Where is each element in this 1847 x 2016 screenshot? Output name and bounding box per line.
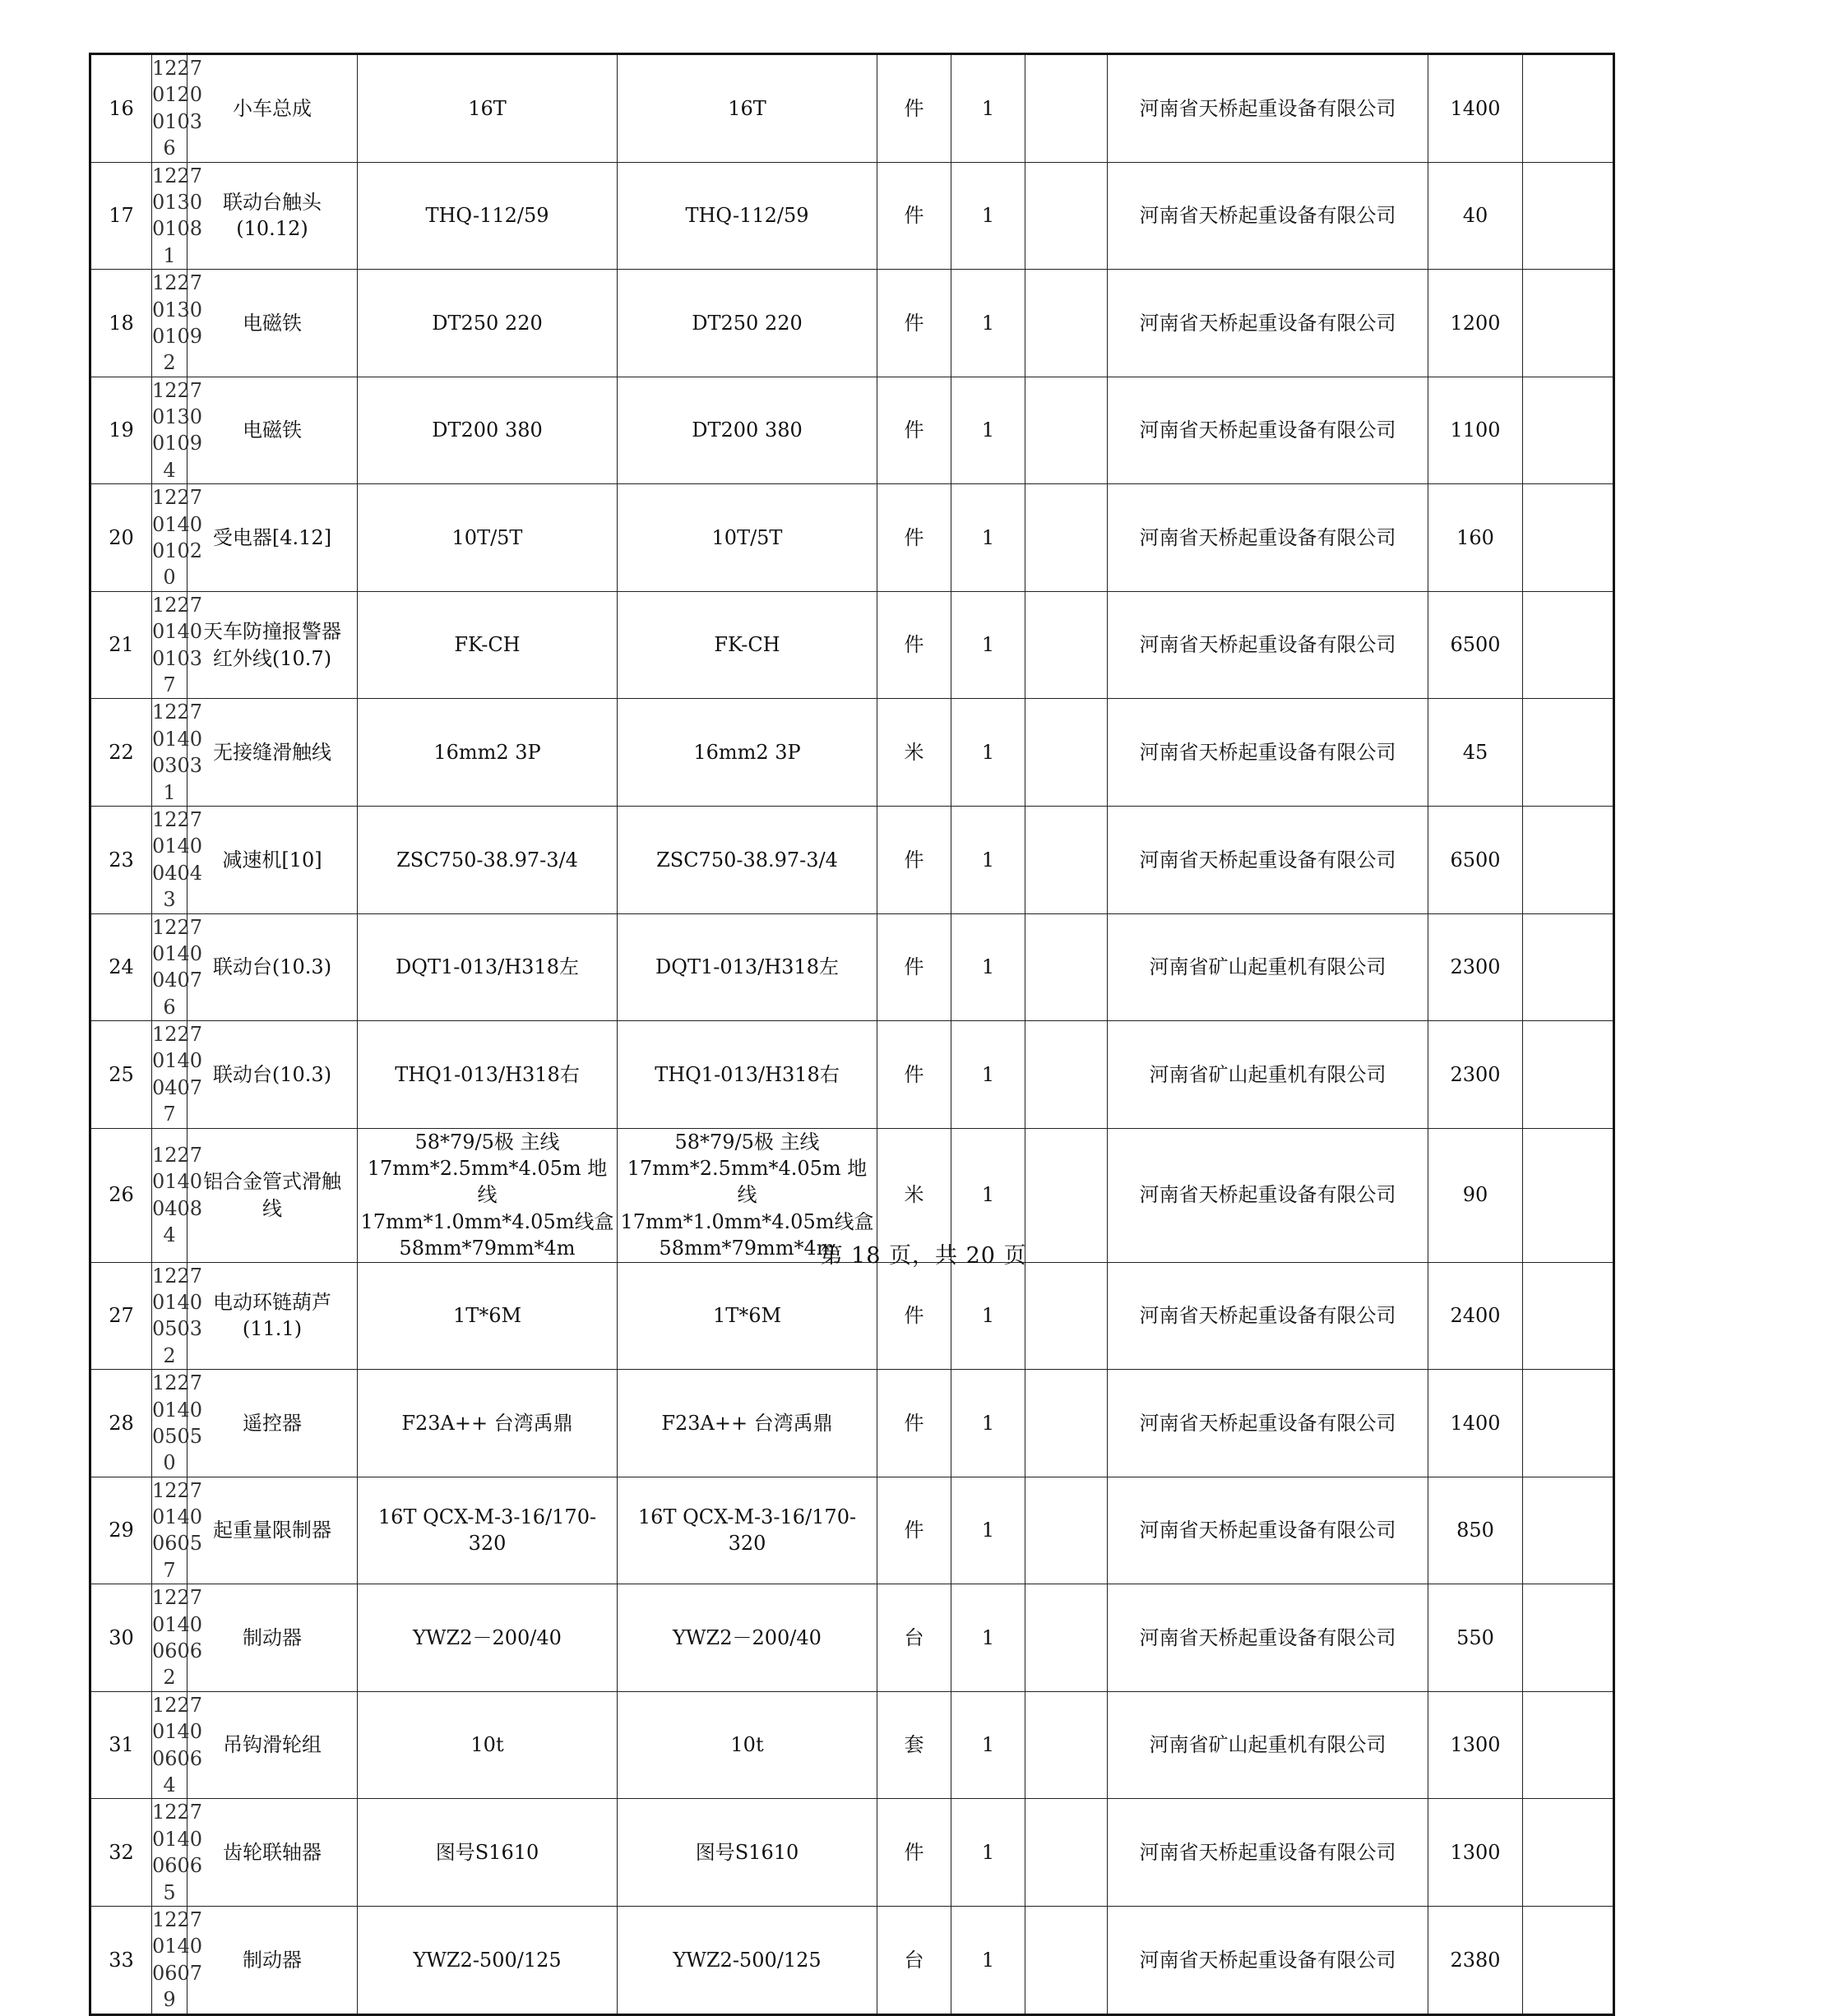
cell-name: 铝合金管式滑触 线 — [187, 1128, 358, 1262]
cell-name: 电磁铁 — [187, 377, 358, 484]
cell-unit: 台 — [877, 1584, 951, 1692]
cell-qty: 1 — [951, 1799, 1025, 1907]
cell-code: 1227 0120 0103 6 — [152, 54, 187, 163]
cell-blank — [1025, 1906, 1108, 2014]
cell-supplier: 河南省天桥起重设备有限公司 — [1108, 1906, 1428, 2014]
cell-supplier: 河南省天桥起重设备有限公司 — [1108, 270, 1428, 377]
cell-spec: ZSC750-38.97-3/4 — [358, 806, 618, 913]
cell-unit: 台 — [877, 1906, 951, 2014]
cell-qty: 1 — [951, 484, 1025, 592]
table-row — [90, 699, 1614, 807]
cell-note — [1523, 699, 1614, 807]
cell-blank — [1025, 1477, 1108, 1584]
table-row — [90, 1799, 1614, 1907]
cell-name: 制动器 — [187, 1906, 358, 2014]
cell-supplier: 河南省天桥起重设备有限公司 — [1108, 806, 1428, 913]
cell-model: THQ1-013/H318右 — [618, 1021, 877, 1129]
cell-note — [1523, 54, 1614, 163]
cell-unit: 件 — [877, 1262, 951, 1370]
cell-model: 10T/5T — [618, 484, 877, 592]
cell-unit: 件 — [877, 270, 951, 377]
cell-qty: 1 — [951, 162, 1025, 270]
cell-qty: 1 — [951, 1584, 1025, 1692]
table-row — [90, 1691, 1614, 1799]
cell-unit: 件 — [877, 162, 951, 270]
cell-name: 联动台(10.3) — [187, 1021, 358, 1129]
cell-blank — [1025, 270, 1108, 377]
cell-blank — [1025, 1584, 1108, 1692]
cell-supplier: 河南省天桥起重设备有限公司 — [1108, 54, 1428, 163]
cell-seq: 18 — [90, 270, 152, 377]
table-row — [90, 591, 1614, 699]
cell-model: DQT1-013/H318左 — [618, 913, 877, 1021]
cell-qty: 1 — [951, 913, 1025, 1021]
cell-seq: 24 — [90, 913, 152, 1021]
cell-model: DT200 380 — [618, 377, 877, 484]
cell-note — [1523, 1370, 1614, 1477]
cell-code: 1227 0140 0102 0 — [152, 484, 187, 592]
cell-seq: 33 — [90, 1906, 152, 2014]
cell-note — [1523, 1262, 1614, 1370]
cell-seq: 25 — [90, 1021, 152, 1129]
cell-note — [1523, 1906, 1614, 2014]
table-row — [90, 913, 1614, 1021]
cell-code: 1227 0140 0407 7 — [152, 1021, 187, 1129]
cell-unit: 件 — [877, 913, 951, 1021]
cell-note — [1523, 806, 1614, 913]
cell-spec: 16T — [358, 54, 618, 163]
cell-code: 1227 0140 0408 4 — [152, 1128, 187, 1262]
table-row — [90, 1906, 1614, 2014]
cell-blank — [1025, 1262, 1108, 1370]
cell-qty: 1 — [951, 591, 1025, 699]
cell-spec: DT250 220 — [358, 270, 618, 377]
cell-spec: DQT1-013/H318左 — [358, 913, 618, 1021]
cell-blank — [1025, 1370, 1108, 1477]
cell-price: 1300 — [1428, 1799, 1523, 1907]
cell-model: 58*79/5极 主线 17mm*2.5mm*4.05m 地线 17mm*1.0mm*4.05m线盒 58mm*79mm*4m — [618, 1128, 877, 1262]
table-row — [90, 162, 1614, 270]
cell-model: F23A++ 台湾禹鼎 — [618, 1370, 877, 1477]
cell-seq: 27 — [90, 1262, 152, 1370]
cell-unit: 件 — [877, 484, 951, 592]
parts-table — [89, 53, 1615, 2016]
cell-unit: 件 — [877, 806, 951, 913]
cell-supplier: 河南省天桥起重设备有限公司 — [1108, 1477, 1428, 1584]
table-row — [90, 1370, 1614, 1477]
cell-seq: 16 — [90, 54, 152, 163]
cell-seq: 31 — [90, 1691, 152, 1799]
cell-unit: 米 — [877, 1128, 951, 1262]
cell-blank — [1025, 54, 1108, 163]
cell-price: 1300 — [1428, 1691, 1523, 1799]
table-row — [90, 1021, 1614, 1129]
cell-seq: 26 — [90, 1128, 152, 1262]
cell-note — [1523, 1584, 1614, 1692]
cell-note — [1523, 913, 1614, 1021]
cell-unit: 件 — [877, 54, 951, 163]
cell-seq: 20 — [90, 484, 152, 592]
cell-model: 16T — [618, 54, 877, 163]
cell-code: 1227 0140 0404 3 — [152, 806, 187, 913]
cell-supplier: 河南省天桥起重设备有限公司 — [1108, 1262, 1428, 1370]
cell-spec: 10T/5T — [358, 484, 618, 592]
cell-supplier: 河南省天桥起重设备有限公司 — [1108, 1128, 1428, 1262]
cell-blank — [1025, 377, 1108, 484]
cell-unit: 件 — [877, 1021, 951, 1129]
cell-qty: 1 — [951, 1128, 1025, 1262]
cell-blank — [1025, 162, 1108, 270]
cell-blank — [1025, 699, 1108, 807]
cell-note — [1523, 1021, 1614, 1129]
cell-supplier: 河南省矿山起重机有限公司 — [1108, 913, 1428, 1021]
cell-blank — [1025, 806, 1108, 913]
cell-qty: 1 — [951, 1370, 1025, 1477]
cell-code: 1227 0140 0606 5 — [152, 1799, 187, 1907]
cell-code: 1227 0140 0607 9 — [152, 1906, 187, 2014]
cell-spec: F23A++ 台湾禹鼎 — [358, 1370, 618, 1477]
cell-note — [1523, 270, 1614, 377]
cell-unit: 米 — [877, 699, 951, 807]
cell-spec: 10t — [358, 1691, 618, 1799]
cell-note — [1523, 1691, 1614, 1799]
cell-supplier: 河南省天桥起重设备有限公司 — [1108, 591, 1428, 699]
cell-code: 1227 0130 0108 1 — [152, 162, 187, 270]
cell-name: 电磁铁 — [187, 270, 358, 377]
cell-seq: 29 — [90, 1477, 152, 1584]
cell-blank — [1025, 484, 1108, 592]
cell-supplier: 河南省天桥起重设备有限公司 — [1108, 699, 1428, 807]
table-body — [90, 54, 1614, 2015]
cell-blank — [1025, 1021, 1108, 1129]
cell-spec: DT200 380 — [358, 377, 618, 484]
cell-spec: 58*79/5极 主线 17mm*2.5mm*4.05m 地线 17mm*1.0mm*4.05m线盒 58mm*79mm*4m — [358, 1128, 618, 1262]
cell-code: 1227 0140 0503 2 — [152, 1262, 187, 1370]
cell-unit: 套 — [877, 1691, 951, 1799]
cell-unit: 件 — [877, 1477, 951, 1584]
cell-price: 45 — [1428, 699, 1523, 807]
cell-seq: 21 — [90, 591, 152, 699]
cell-price: 550 — [1428, 1584, 1523, 1692]
cell-seq: 17 — [90, 162, 152, 270]
cell-price: 2400 — [1428, 1262, 1523, 1370]
cell-code: 1227 0140 0606 2 — [152, 1584, 187, 1692]
cell-supplier: 河南省天桥起重设备有限公司 — [1108, 1799, 1428, 1907]
cell-note — [1523, 484, 1614, 592]
cell-note — [1523, 162, 1614, 270]
table-row — [90, 1262, 1614, 1370]
cell-qty: 1 — [951, 699, 1025, 807]
cell-code: 1227 0130 0109 4 — [152, 377, 187, 484]
cell-price: 850 — [1428, 1477, 1523, 1584]
cell-name: 无接缝滑触线 — [187, 699, 358, 807]
cell-price: 2300 — [1428, 913, 1523, 1021]
cell-qty: 1 — [951, 1021, 1025, 1129]
cell-name: 减速机[10] — [187, 806, 358, 913]
cell-supplier: 河南省天桥起重设备有限公司 — [1108, 162, 1428, 270]
cell-name: 齿轮联轴器 — [187, 1799, 358, 1907]
cell-seq: 30 — [90, 1584, 152, 1692]
cell-note — [1523, 1477, 1614, 1584]
table-row — [90, 1584, 1614, 1692]
cell-model: 图号S1610 — [618, 1799, 877, 1907]
cell-price: 1200 — [1428, 270, 1523, 377]
cell-supplier: 河南省矿山起重机有限公司 — [1108, 1691, 1428, 1799]
cell-qty: 1 — [951, 377, 1025, 484]
cell-supplier: 河南省天桥起重设备有限公司 — [1108, 1584, 1428, 1692]
cell-spec: THQ-112/59 — [358, 162, 618, 270]
cell-unit: 件 — [877, 1799, 951, 1907]
cell-blank — [1025, 1691, 1108, 1799]
cell-price: 40 — [1428, 162, 1523, 270]
cell-name: 起重量限制器 — [187, 1477, 358, 1584]
cell-spec: YWZ2-500/125 — [358, 1906, 618, 2014]
cell-blank — [1025, 1799, 1108, 1907]
cell-model: 16mm2 3P — [618, 699, 877, 807]
cell-code: 1227 0140 0303 1 — [152, 699, 187, 807]
cell-supplier: 河南省矿山起重机有限公司 — [1108, 1021, 1428, 1129]
cell-supplier: 河南省天桥起重设备有限公司 — [1108, 1370, 1428, 1477]
cell-name: 天车防撞报警器 红外线(10.7) — [187, 591, 358, 699]
cell-name: 吊钩滑轮组 — [187, 1691, 358, 1799]
cell-seq: 28 — [90, 1370, 152, 1477]
cell-unit: 件 — [877, 377, 951, 484]
table-row — [90, 377, 1614, 484]
cell-unit: 件 — [877, 1370, 951, 1477]
cell-model: DT250 220 — [618, 270, 877, 377]
cell-seq: 22 — [90, 699, 152, 807]
cell-name: 制动器 — [187, 1584, 358, 1692]
cell-model: 10t — [618, 1691, 877, 1799]
cell-note — [1523, 1799, 1614, 1907]
cell-price: 2380 — [1428, 1906, 1523, 2014]
cell-model: 16T QCX-M-3-16/170- 320 — [618, 1477, 877, 1584]
cell-model: THQ-112/59 — [618, 162, 877, 270]
cell-qty: 1 — [951, 270, 1025, 377]
cell-model: ZSC750-38.97-3/4 — [618, 806, 877, 913]
cell-code: 1227 0140 0505 0 — [152, 1370, 187, 1477]
cell-spec: 16mm2 3P — [358, 699, 618, 807]
table-row — [90, 270, 1614, 377]
cell-blank — [1025, 591, 1108, 699]
cell-seq: 19 — [90, 377, 152, 484]
cell-unit: 件 — [877, 591, 951, 699]
cell-qty: 1 — [951, 54, 1025, 163]
cell-model: YWZ2-500/125 — [618, 1906, 877, 2014]
cell-model: YWZ2－200/40 — [618, 1584, 877, 1692]
cell-name: 受电器[4.12] — [187, 484, 358, 592]
cell-blank — [1025, 913, 1108, 1021]
cell-price: 1400 — [1428, 1370, 1523, 1477]
cell-spec: 16T QCX-M-3-16/170- 320 — [358, 1477, 618, 1584]
cell-spec: 图号S1610 — [358, 1799, 618, 1907]
cell-spec: THQ1-013/H318右 — [358, 1021, 618, 1129]
cell-supplier: 河南省天桥起重设备有限公司 — [1108, 377, 1428, 484]
cell-price: 90 — [1428, 1128, 1523, 1262]
table-row — [90, 806, 1614, 913]
cell-supplier: 河南省天桥起重设备有限公司 — [1108, 484, 1428, 592]
cell-price: 2300 — [1428, 1021, 1523, 1129]
cell-model: FK-CH — [618, 591, 877, 699]
cell-note — [1523, 377, 1614, 484]
cell-note — [1523, 591, 1614, 699]
cell-spec: FK-CH — [358, 591, 618, 699]
cell-qty: 1 — [951, 806, 1025, 913]
cell-seq: 23 — [90, 806, 152, 913]
cell-price: 1400 — [1428, 54, 1523, 163]
cell-code: 1227 0140 0605 7 — [152, 1477, 187, 1584]
cell-price: 1100 — [1428, 377, 1523, 484]
cell-name: 电动环链葫芦 (11.1) — [187, 1262, 358, 1370]
table-row — [90, 484, 1614, 592]
page-footer: 第 18 页，共 20 页 — [820, 1243, 1027, 1269]
table-row — [90, 1477, 1614, 1584]
cell-seq: 32 — [90, 1799, 152, 1907]
cell-price: 6500 — [1428, 591, 1523, 699]
cell-model: 1T*6M — [618, 1262, 877, 1370]
cell-qty: 1 — [951, 1262, 1025, 1370]
table-row — [90, 54, 1614, 163]
cell-qty: 1 — [951, 1691, 1025, 1799]
cell-code: 1227 0130 0109 2 — [152, 270, 187, 377]
cell-name: 联动台触头 (10.12) — [187, 162, 358, 270]
cell-code: 1227 0140 0103 7 — [152, 591, 187, 699]
cell-name: 遥控器 — [187, 1370, 358, 1477]
cell-price: 6500 — [1428, 806, 1523, 913]
cell-name: 联动台(10.3) — [187, 913, 358, 1021]
cell-qty: 1 — [951, 1906, 1025, 2014]
cell-spec: 1T*6M — [358, 1262, 618, 1370]
cell-code: 1227 0140 0606 4 — [152, 1691, 187, 1799]
cell-spec: YWZ2－200/40 — [358, 1584, 618, 1692]
cell-code: 1227 0140 0407 6 — [152, 913, 187, 1021]
cell-name: 小车总成 — [187, 54, 358, 163]
cell-qty: 1 — [951, 1477, 1025, 1584]
cell-price: 160 — [1428, 484, 1523, 592]
